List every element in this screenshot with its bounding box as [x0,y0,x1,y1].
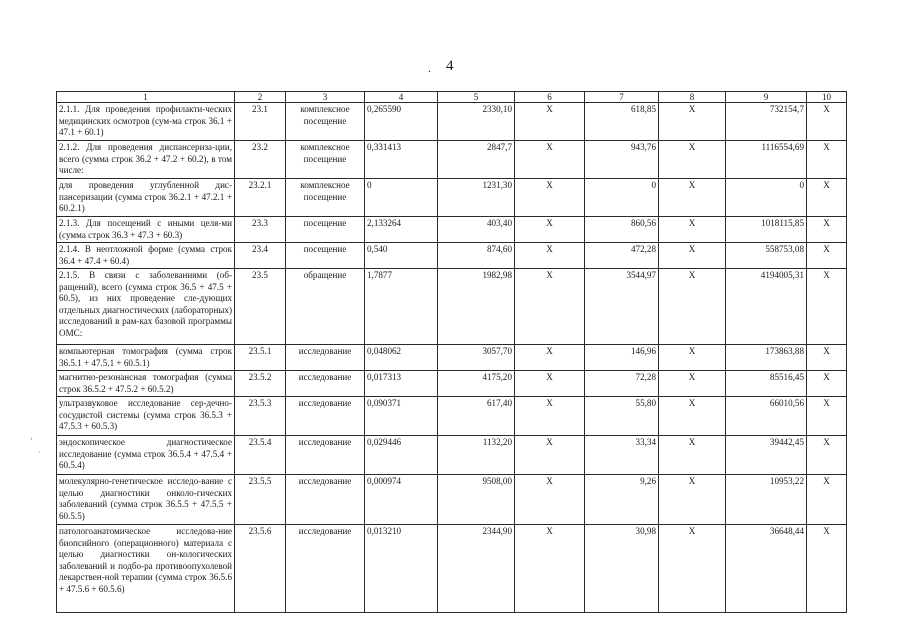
table-row [57,141,847,179]
row-col8-cell: X [659,525,726,613]
row-cost-cell: 874,60 [438,243,515,269]
header-cell-10: 10 [807,92,847,103]
row-total-cell: 85516,45 [726,371,807,397]
row-col8-cell: X [659,141,726,179]
row-code-cell: 23.2.1 [235,179,286,217]
row-cost-cell: 1231,30 [438,179,515,217]
row-name-cell: ультразвуковое исследование сер-дечно-сосудистой системы (сумма строк 36.5.3 + 47.5.3 + 60.5.3) [57,397,235,436]
row-code-cell: 23.5.6 [235,525,286,613]
row-norm-cell: 0,017313 [365,371,438,397]
header-cell-9: 9 [726,92,807,103]
row-cost-cell: 617,40 [438,397,515,436]
row-col6-cell: X [515,397,585,436]
row-per-capita-cell: 9,26 [585,475,659,525]
row-total-cell: 39442,45 [726,436,807,475]
row-col8-cell: X [659,345,726,371]
row-cost-cell: 2847,7 [438,141,515,179]
page-number-dot: . [428,61,431,75]
header-cell-4: 4 [365,92,438,103]
row-total-cell: 1018115,85 [726,217,807,243]
row-col6-cell: X [515,345,585,371]
header-cell-2: 2 [235,92,286,103]
row-norm-cell: 0,000974 [365,475,438,525]
scan-speck: ‚ [30,432,33,441]
row-col8-cell: X [659,371,726,397]
header-cell-3: 3 [286,92,365,103]
row-code-cell: 23.5.5 [235,475,286,525]
row-name-cell: 2.1.3. Для посещений с иными целя-ми (сумма строк 36.3 + 47.3 + 60.3) [57,217,235,243]
row-cost-cell: 3057,70 [438,345,515,371]
row-total-cell: 558753,08 [726,243,807,269]
table-row [57,397,847,436]
scan-speck: · [38,448,41,457]
row-col10-cell: X [807,475,847,525]
row-col10-cell: X [807,436,847,475]
row-unit-cell: посещение [286,217,365,243]
row-norm-cell: 0 [365,179,438,217]
row-col6-cell: X [515,179,585,217]
row-name-cell: 2.1.5. В связи с заболеваниями (об-ращений), всего (сумма строк 36.5 + 47.5 + 60.5), из них проведение сле-дующих отдельных диагностических (лабораторных) исследований в рам-ках базовой программы ОМС: [57,269,235,345]
row-unit-cell: обращение [286,269,365,345]
row-code-cell: 23.5 [235,269,286,345]
row-code-cell: 23.5.3 [235,397,286,436]
row-col6-cell: X [515,475,585,525]
row-norm-cell: 0,331413 [365,141,438,179]
header-cell-8: 8 [659,92,726,103]
table-row [57,217,847,243]
row-norm-cell: 0,090371 [365,397,438,436]
row-col10-cell: X [807,179,847,217]
row-name-cell: эндоскопическое диагностическое исследование (сумма строк 36.5.4 + 47.5.4 + 60.5.4) [57,436,235,475]
row-per-capita-cell: 3544,97 [585,269,659,345]
row-col10-cell: X [807,141,847,179]
header-cell-7: 7 [585,92,659,103]
row-norm-cell: 0,265590 [365,103,438,141]
row-col10-cell: X [807,243,847,269]
row-per-capita-cell: 618,85 [585,103,659,141]
row-code-cell: 23.2 [235,141,286,179]
row-col10-cell: X [807,269,847,345]
row-col10-cell: X [807,525,847,613]
row-code-cell: 23.3 [235,217,286,243]
row-cost-cell: 2330,10 [438,103,515,141]
row-unit-cell: исследование [286,397,365,436]
row-norm-cell: 0,540 [365,243,438,269]
row-per-capita-cell: 30,98 [585,525,659,613]
row-total-cell: 4194005,31 [726,269,807,345]
row-name-cell: патологоанатомическое исследова-ние биопсийного (операционного) материала с целью диагностики он-кологических заболеваний и подбо-ра противоопухолевой лекарствен-ной терапии (сумма строк 36.5.6 + 47.5.6 + 60.5.6) [57,525,235,613]
row-name-cell: 2.1.1. Для проведения профилакти-ческих медицинских осмотров (сум-ма строк 36.1 + 47.1 + 60.1) [57,103,235,141]
row-unit-cell: исследование [286,525,365,613]
row-col10-cell: X [807,371,847,397]
row-name-cell: молекулярно-генетическое исследо-вание с целью диагностики онколо-гических заболеваний (сумма строк 36.5.5 + 47.5.5 + 60.5.5) [57,475,235,525]
row-col10-cell: X [807,103,847,141]
row-code-cell: 23.5.1 [235,345,286,371]
row-col6-cell: X [515,103,585,141]
header-cell-6: 6 [515,92,585,103]
row-cost-cell: 4175,20 [438,371,515,397]
row-per-capita-cell: 860,56 [585,217,659,243]
row-name-cell: 2.1.4. В неотложной форме (сумма строк 36.4 + 47.4 + 60.4) [57,243,235,269]
row-col8-cell: X [659,397,726,436]
row-total-cell: 66010,56 [726,397,807,436]
row-col8-cell: X [659,243,726,269]
row-col6-cell: X [515,141,585,179]
table-row [57,243,847,269]
row-total-cell: 732154,7 [726,103,807,141]
header-cell-1: 1 [57,92,235,103]
table-row [57,345,847,371]
row-norm-cell: 0,013210 [365,525,438,613]
row-code-cell: 23.1 [235,103,286,141]
row-unit-cell: комплексное посещение [286,141,365,179]
row-name-cell: для проведения углубленной дис-пансеризации (сумма строк 36.2.1 + 47.2.1 + 60.2.1) [57,179,235,217]
table-row [57,103,847,141]
row-col6-cell: X [515,371,585,397]
row-norm-cell: 2,133264 [365,217,438,243]
row-col8-cell: X [659,475,726,525]
table-row [57,371,847,397]
table-row [57,525,847,613]
row-code-cell: 23.4 [235,243,286,269]
row-per-capita-cell: 33,34 [585,436,659,475]
page-number: 4 [446,58,454,74]
header-cell-5: 5 [438,92,515,103]
row-per-capita-cell: 146,96 [585,345,659,371]
row-col6-cell: X [515,525,585,613]
table-row [57,475,847,525]
row-col8-cell: X [659,269,726,345]
row-per-capita-cell: 0 [585,179,659,217]
row-col6-cell: X [515,217,585,243]
row-col10-cell: X [807,397,847,436]
row-norm-cell: 0,029446 [365,436,438,475]
row-total-cell: 173863,88 [726,345,807,371]
row-total-cell: 36648,44 [726,525,807,613]
table-row [57,179,847,217]
row-cost-cell: 9508,00 [438,475,515,525]
row-cost-cell: 2344,90 [438,525,515,613]
row-total-cell: 0 [726,179,807,217]
financial-indicators-table [56,91,847,613]
row-col8-cell: X [659,217,726,243]
row-col6-cell: X [515,269,585,345]
row-cost-cell: 403,40 [438,217,515,243]
row-total-cell: 10953,22 [726,475,807,525]
row-per-capita-cell: 943,76 [585,141,659,179]
table-row [57,269,847,345]
row-unit-cell: исследование [286,475,365,525]
row-name-cell: 2.1.2. Для проведения диспансериза-ции, всего (сумма строк 36.2 + 47.2 + 60.2), в том числе: [57,141,235,179]
row-name-cell: магнитно-резонансная томография (сумма строк 36.5.2 + 47.5.2 + 60.5.2) [57,371,235,397]
row-cost-cell: 1982,98 [438,269,515,345]
table-header-row [57,92,847,103]
row-col10-cell: X [807,345,847,371]
row-total-cell: 1116554,69 [726,141,807,179]
row-col8-cell: X [659,179,726,217]
row-cost-cell: 1132,20 [438,436,515,475]
row-col8-cell: X [659,436,726,475]
row-unit-cell: исследование [286,371,365,397]
row-norm-cell: 1,7877 [365,269,438,345]
row-code-cell: 23.5.4 [235,436,286,475]
row-unit-cell: исследование [286,345,365,371]
row-unit-cell: посещение [286,243,365,269]
row-code-cell: 23.5.2 [235,371,286,397]
row-name-cell: компьютерная томография (сумма строк 36.5.1 + 47.5.1 + 60.5.1) [57,345,235,371]
row-col10-cell: X [807,217,847,243]
row-col8-cell: X [659,103,726,141]
row-unit-cell: комплексное посещение [286,179,365,217]
table-row [57,436,847,475]
row-per-capita-cell: 472,28 [585,243,659,269]
row-per-capita-cell: 72,28 [585,371,659,397]
row-col6-cell: X [515,243,585,269]
row-col6-cell: X [515,436,585,475]
row-norm-cell: 0,048062 [365,345,438,371]
row-per-capita-cell: 55,80 [585,397,659,436]
table-body [57,92,847,613]
row-unit-cell: исследование [286,436,365,475]
row-unit-cell: комплексное посещение [286,103,365,141]
